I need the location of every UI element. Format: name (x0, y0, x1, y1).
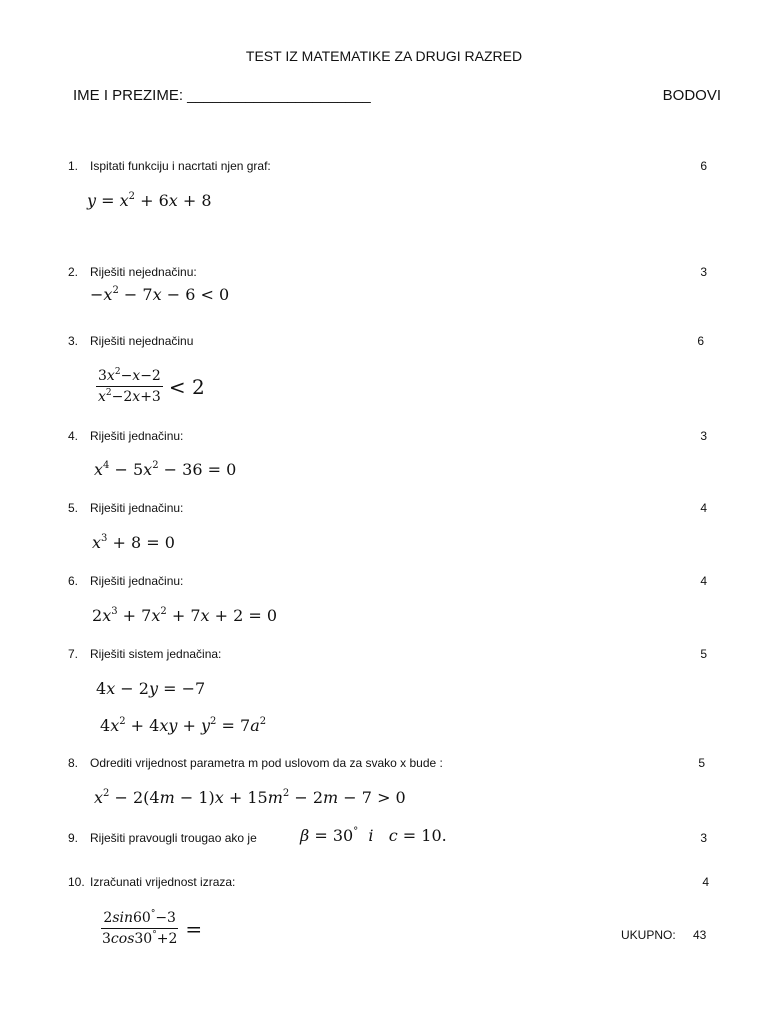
question-text: Riješiti sistem jednačina: (90, 647, 222, 661)
question-text: Riješiti pravougli trougao ako je (90, 831, 257, 845)
formula-q3: $\frac{3x^2-x-2}{x^2-2x+3}$ < 2 (98, 367, 205, 405)
formula-q10: $\frac{2\sin 60^\circ-3}{3\cos 30^\circ+2}$ = (102, 909, 203, 947)
formula-q7-line2: $4x^2 + 4xy + y^2 = 7a^2$ (100, 716, 267, 735)
question-points: 5 (700, 647, 707, 661)
question-points: 6 (700, 159, 707, 173)
points-header: BODOVI (662, 87, 721, 104)
question-6 (68, 574, 183, 588)
question-text: Ispitati funkciju i nacrtati njen graf: (90, 159, 271, 173)
question-number: 4. (68, 429, 79, 443)
question-number: 10. (68, 875, 85, 889)
total-label: UKUPNO: (621, 928, 676, 942)
formula-q5: $x^3 + 8 = 0$ (92, 533, 175, 552)
total-value: 43 (693, 928, 707, 942)
question-text: Riješiti jednačinu: (90, 501, 184, 515)
formula-q2: $-x^2 - 7x - 6 < 0$ (90, 285, 230, 304)
question-text: Odrediti vrijednost parametra m pod uslovom da za svako x bude : (90, 756, 443, 770)
question-points: 6 (697, 334, 704, 348)
question-number: 2. (68, 265, 79, 279)
question-1 (68, 159, 271, 173)
question-points: 5 (698, 756, 705, 770)
question-2 (68, 265, 197, 279)
question-8 (68, 756, 443, 770)
question-number: 7. (68, 647, 79, 661)
question-4 (68, 429, 183, 443)
question-text: Izračunati vrijednost izraza: (90, 875, 236, 889)
question-points: 3 (700, 429, 707, 443)
question-number: 8. (68, 756, 79, 770)
page-title: TEST IZ MATEMATIKE ZA DRUGI RAZRED (245, 48, 523, 64)
question-number: 1. (68, 159, 79, 173)
question-number: 9. (68, 831, 79, 845)
formula-q9: β = 30° i c = 10. (300, 826, 447, 845)
formula-q1: $y = x^2 + 6x + 8$ (87, 191, 212, 210)
question-text: Riješiti nejednačinu (90, 334, 194, 348)
question-points: 3 (700, 831, 707, 845)
question-number: 3. (68, 334, 79, 348)
question-10 (68, 875, 235, 889)
question-points: 4 (700, 574, 707, 588)
question-points: 4 (700, 501, 707, 515)
question-3 (68, 334, 193, 348)
question-points: 4 (702, 875, 709, 889)
question-text: Riješiti jednačinu: (90, 574, 184, 588)
formula-q8: $x^2 - 2(4m - 1)x + 15m^2 - 2m - 7 > 0$ (94, 788, 406, 807)
name-field-label: IME I PREZIME: ______________________ (73, 87, 371, 104)
question-text: Riješiti jednačinu: (90, 429, 184, 443)
question-points: 3 (700, 265, 707, 279)
formula-q4: $x^4 - 5x^2 - 36 = 0$ (94, 460, 237, 479)
question-9 (68, 831, 257, 845)
question-number: 5. (68, 501, 79, 515)
question-number: 6. (68, 574, 79, 588)
formula-q6: $2x^3 + 7x^2 + 7x + 2 = 0$ (92, 606, 278, 625)
question-7 (68, 647, 221, 661)
question-text: Riješiti nejednačinu: (90, 265, 197, 279)
question-5 (68, 501, 183, 515)
formula-q7-line1: 4x − 2y = −7 (96, 679, 206, 698)
